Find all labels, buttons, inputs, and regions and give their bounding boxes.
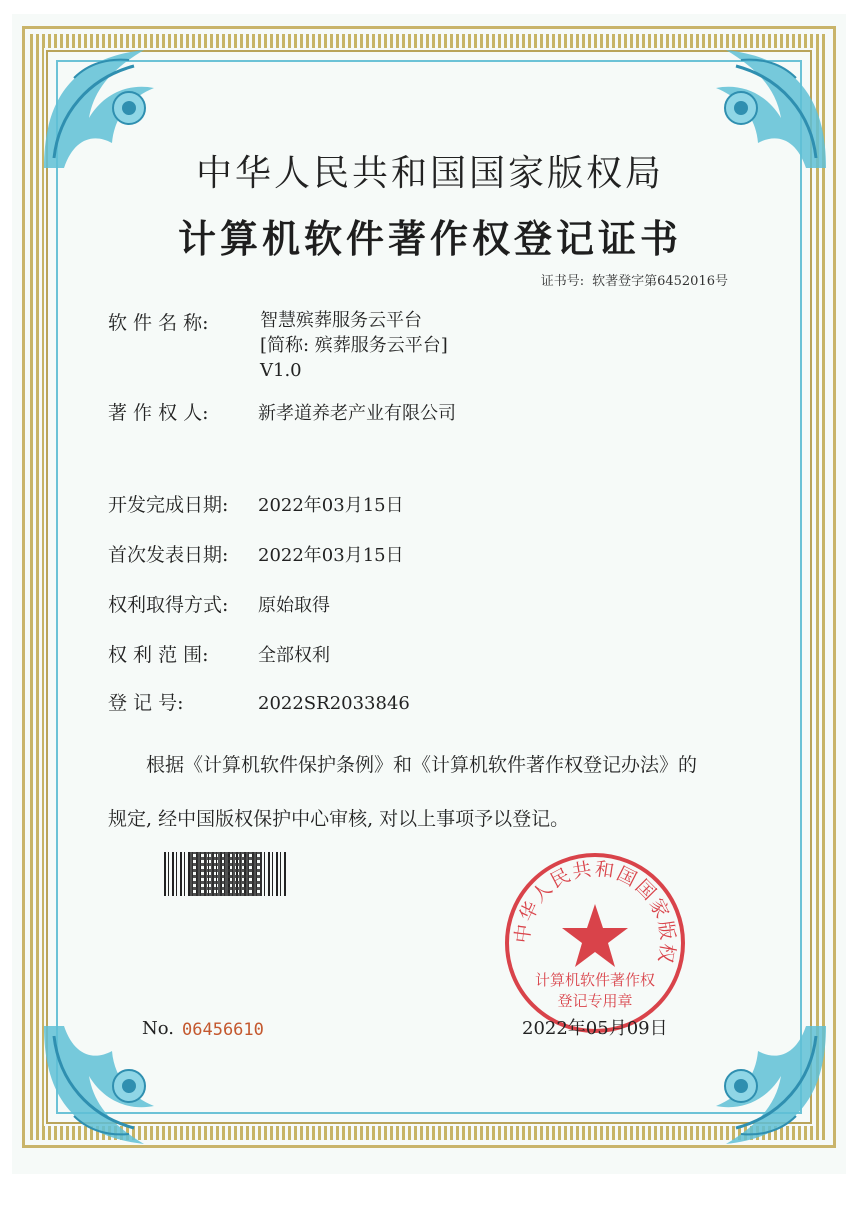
acquire-label: 权利取得方式: <box>108 594 229 616</box>
official-seal <box>500 848 690 1038</box>
scope-label: 权 利 范 围: <box>108 644 209 666</box>
seal-star-icon <box>562 904 628 967</box>
serial-number: 06456610 <box>182 1020 264 1040</box>
certificate-number <box>533 270 728 289</box>
reg-no-value: 2022SR2033846 <box>258 693 410 714</box>
owner-label: 著 作 权 人: <box>108 402 209 424</box>
dev-date-label: 开发完成日期: <box>108 494 229 516</box>
reg-no-label: 登 记 号: <box>108 692 184 714</box>
cert-no-label: 证书号: <box>540 274 585 289</box>
field-dev-date <box>108 490 404 517</box>
field-reg-no <box>108 688 410 715</box>
seal-line-1: 计算机软件著作权 <box>534 971 656 989</box>
cert-no-value: 软著登字第6452016号 <box>592 274 728 289</box>
certificate-title: 计算机软件著作权登记证书 <box>177 216 682 261</box>
seal-line-2: 登记专用章 <box>557 992 633 1010</box>
issue-date: 2022年05月09日 <box>522 1018 668 1039</box>
corner-ornament-bottom-right <box>676 1016 836 1156</box>
statement-line-2: 规定, 经中国版权保护中心审核, 对以上事项予以登记。 <box>108 808 570 830</box>
software-version: V1.0 <box>260 360 302 381</box>
acquire-value: 原始取得 <box>258 595 330 616</box>
statement-line-1: 根据《计算机软件保护条例》和《计算机软件著作权登记办法》的 <box>146 754 698 776</box>
software-name-value: 智慧殡葬服务云平台 <box>260 310 422 331</box>
field-owner <box>108 398 456 425</box>
field-acquire <box>108 590 330 617</box>
field-pub-date <box>108 540 404 567</box>
pub-date-label: 首次发表日期: <box>108 544 229 566</box>
owner-value: 新孝道养老产业有限公司 <box>258 403 456 424</box>
seal-ring-text: 中华人民共和国国家版权 <box>511 857 679 967</box>
authority-title: 中华人民共和国国家版权局 <box>195 153 664 194</box>
field-software-name <box>108 308 258 335</box>
pub-date-value: 2022年03月15日 <box>258 545 404 566</box>
software-name-values <box>260 308 448 383</box>
dev-date-value: 2022年03月15日 <box>258 495 404 516</box>
field-scope <box>108 640 330 667</box>
software-name-label: 软 件 名 称: <box>108 312 209 334</box>
software-short-name: [简称: 殡葬服务云平台] <box>260 335 448 356</box>
scope-value: 全部权利 <box>258 645 330 666</box>
serial-label: No. <box>142 1018 174 1039</box>
barcode-2d-block <box>190 852 262 896</box>
